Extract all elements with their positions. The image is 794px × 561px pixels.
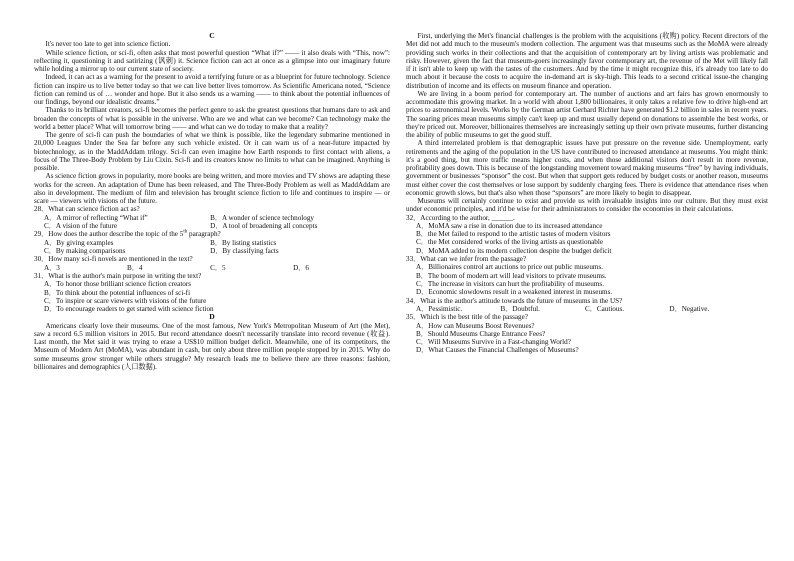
answer-options — [406, 305, 768, 313]
question-stem: 28．What can science fiction act as? — [34, 205, 140, 214]
answer-option: A．To honor those brilliant science fiction creators — [44, 280, 192, 289]
question-stem: 29．How does the author describe the topic of the 5th paragraph? — [34, 230, 221, 239]
passage-paragraph: While science fiction, or sci-fi, often asks that most powerful question “What if?” —— it also deals with “This, now”: reflecting it, questioning it and satirizing (讽刺) it. Science fiction can act at once as a glimpse into our imaginary future while holding a mirror up to our current state of society. — [34, 48, 390, 73]
answer-option: C．Cautious. — [584, 304, 625, 313]
answer-option: B．the Met failed to respond to the artistic tastes of modern visitors — [416, 230, 611, 239]
answer-option: C．A vision of the future — [44, 221, 117, 230]
answer-option: D．What Causes the Financial Challenges of Museums? — [416, 346, 579, 355]
answer-option: C．The increase in visitors can hurt the profitability of museums. — [416, 279, 604, 288]
answer-option: A．By giving examples — [44, 238, 114, 247]
question-stem: 30．How many sci-fi novels are mentioned in the text? — [34, 255, 193, 264]
answer-option: A．Billionaires control art auctions to price out public museums. — [416, 263, 604, 272]
question-block — [34, 205, 390, 230]
question-block — [34, 230, 390, 255]
question-block — [34, 255, 390, 272]
answer-option: C．By making comparisons — [44, 246, 126, 255]
answer-option: B．A wonder of science technology — [210, 213, 314, 222]
question-block — [406, 214, 768, 255]
question-block — [34, 272, 390, 313]
answer-option: A．A mirror of reflecting “What if” — [44, 213, 148, 222]
answer-option: A．Pessimistic. — [416, 304, 463, 313]
answer-option: D．A tool of broadening all concepts — [210, 221, 318, 230]
right-column — [406, 32, 768, 355]
passage-paragraph: It's never too late to get into science fiction. — [45, 40, 171, 49]
answer-option: A．MoMA saw a rise in donation due to its increased attendance — [416, 221, 603, 230]
question-block — [406, 313, 768, 354]
question-stem: 35．Which is the best title of the passage? — [406, 313, 528, 322]
passage-paragraph: Thanks to its brilliant creators, sci-fi becomes the perfect genre to ask the greatest questions that humans dare to ask and broaden the concepts of what is possible in the universe. Who are we and what can we become? Can technology make the world a better place? What will tomorrow bring —— and what can we do today to make that a reality? — [34, 106, 390, 131]
passage-paragraph: Museums will certainly continue to exist and provide us with invaluable insights into our culture. But they must exist under economic principles, and it'd be wise for their administrators to consider the economies in their calculations. — [406, 197, 768, 214]
passage-paragraph: A third interrelated problem is that demographic issues have put pressure on the revenue side. Unemployment, early retirements and the aging of the population in the US have contributed to increased attendance at museums. You might think: it's a good thing, but more traffic means higher costs, and when those additional visitors don't result in more revenue, profitability goes down. This is because of the longstanding movement toward making museums “free” by having individuals, government or businesses “sponsor” the cost. But when that support gets reduced by budget costs or another reason, museums must either cover the cost themselves or lose support by suddenly charging fees. There is evidence that attendance rises when economic growth slows, but that's also when those “sponsors” are more likely to begin to disappear. — [406, 139, 768, 197]
left-column — [34, 32, 390, 371]
passage-paragraph: The genre of sci-fi can push the boundaries of what we think is possible, like the legendary submarine mentioned in 20,000 Leagues Under the Sea far before any such vehicle existed. Or it can warn us of a near-future impacted by biotechnology, as in the MaddAddam trilogy. Sci-fi can even imagine how Earth responds to first contact with aliens, a focus of The Three-Body Problem by Liu Cixin. Sci-fi and its creators know no limits to what can be imagined. Anything is possible. — [34, 131, 390, 172]
answer-options — [34, 214, 390, 231]
answer-option: B．By listing statistics — [210, 238, 277, 247]
passage-paragraph: We are living in a boom period for contemporary art. The number of auctions and art fairs has grown enormously to accommodate this growing market. In a world with about 1,800 billionaires, it only takes a relative few to drive high-end art prices to astronomical levels. Works by the German artist Gerhard Richter have generated $1.2 billion in sales in recent years. The soaring prices mean museums simply can't keep up and must usually depend on donations to assemble the best works, or they're priced out. Moreover, billionaires themselves are increasingly setting up their own private museums, further distancing the ability of public museums to get the good stuff. — [406, 89, 768, 139]
question-stem: 33．What can we infer from the passage? — [406, 255, 527, 264]
answer-option: B．Should Museums Charge Entrance Fees? — [416, 329, 546, 338]
question-stem: 32．According to the author, ______. — [406, 213, 515, 222]
question-block — [406, 297, 768, 314]
answer-option: D．MoMA added to its modern collection despite the budget deficit — [416, 246, 612, 255]
question-stem: 31．What is the author's main purpose in writing the text? — [34, 272, 202, 280]
answer-option: B．To think about the potential influences of sci-fi — [44, 288, 191, 297]
answer-option: D．6 — [293, 263, 309, 272]
answer-option: D．Economic slowdowns result in a weakened interest in museums. — [416, 288, 613, 297]
question-stem: 34．What is the author's attitude towards the future of museums in the US? — [406, 296, 623, 305]
answer-option: C．5 — [210, 263, 226, 272]
answer-option: D．Negative. — [669, 304, 710, 313]
answer-option: A．How can Museums Boost Revenues? — [416, 321, 535, 330]
answer-option: A．3 — [44, 263, 60, 272]
answer-options — [34, 264, 390, 272]
answer-option: C．the Met considered works of the living artists as questionable — [416, 238, 604, 247]
answer-option: B．The boom of modern art will lead visitors to private museums. — [416, 271, 607, 280]
answer-options — [34, 239, 390, 256]
passage-letter-c: C — [209, 31, 215, 40]
answer-option: C．Will Museums Survive in a Fast-changing World? — [416, 338, 571, 346]
passage-paragraph: Americans clearly love their museums. One of the most famous, New York's Metropolitan Museum of Art (the Met), saw a record 6.5 million visitors in 2015. But record attendance doesn't necessarily translate into record revenue (收益). Last month, the Met said it was trying to erase a US$10 million budget deficit. Meanwhile, one of its competitors, the Museum of Modern Art (MoMA), was abundant in cash, but only about three million people stopped by in 2015. Why do some museums grow stronger while others struggle? My research leads me to believe there are three reasons: fashion, billionaires and demographics (人口数据). — [34, 321, 390, 371]
question-block — [406, 255, 768, 296]
passage-letter-d: D — [209, 312, 215, 322]
answer-option: B．4 — [127, 263, 143, 272]
answer-option: D．By classifying facts — [210, 246, 279, 255]
answer-option: D．To encourage readers to get started with science fiction — [44, 305, 214, 313]
passage-paragraph: Indeed, it can act as a warning for the present to avoid a terrifying future or as a blueprint for future technology. Science fiction can inspire us to live better today so that we can live better lives tomorrow. As Scientific Americana noted, “Science fiction can remind us of … wonder and hope. But it also sends us a warning —— to think about the potential influences of our findings, beyond our idealistic dreams.” — [34, 73, 390, 106]
passage-paragraph: As science fiction grows in popularity, more books are being written, and more movies and TV shows are adapting these works for the screen. An adaptation of Dune has been released, and The Three-Body Problem as well as MaddAddam are also in development. The medium of film and television has brought science fiction to life and continues to inspire — or scare — viewers with visions of the future. — [34, 172, 390, 205]
passage-paragraph: First, underlying the Met's financial challenges is the problem with the acquisitions (收购) policy. Recent directors of the Met did not add much to the museum's modern collection. The argument was that museums such as the MoMA were already providing such works in their collections and that the acquisition of contemporary art by living artists was problematic and risky. However, given the fact that museum-goers increasingly favor contemporary art, the revenue of the Met will likely fall if it isn't able to keep up with the tastes of the customers. And by the time it might recognize this, it's already too late to do much about it because the costs to acquire the in-demand art is sky-high. This leads to a second critical issue-the changing distribution of income and its effects on museum finance and operation. — [406, 32, 768, 90]
answer-option: C．To inspire or scare viewers with visions of the future — [44, 296, 207, 305]
answer-option: B．Doubtful. — [500, 304, 540, 313]
